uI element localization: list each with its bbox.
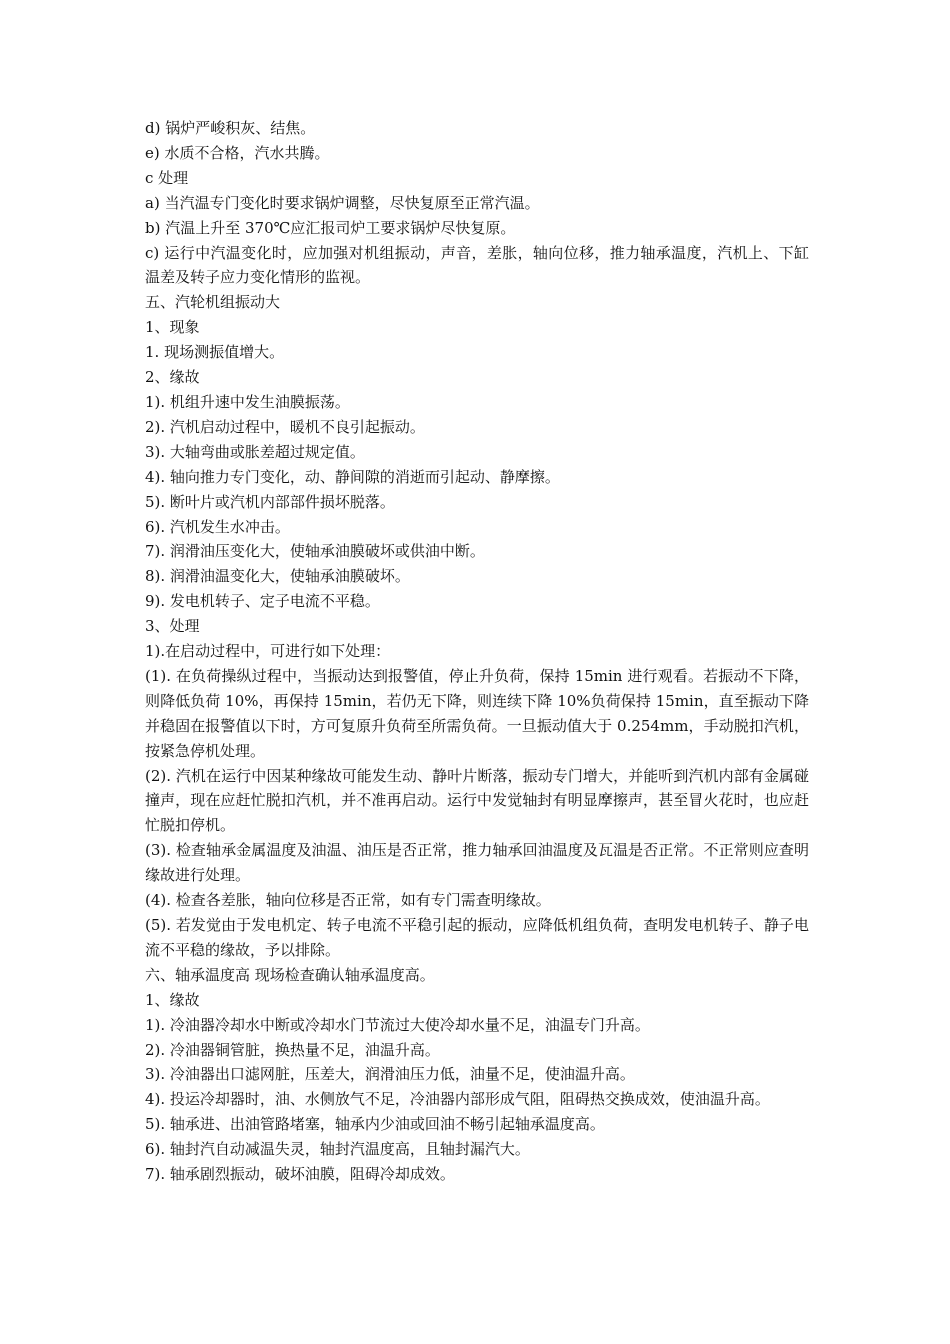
list-item: 1). 机组升速中发生油膜振荡。 — [145, 392, 350, 411]
text-paragraph: (3). 检查轴承金属温度及油温、油压是否正常，推力轴承回油温度及瓦温是否正常。不正常则应查明缘故进行处理。 — [145, 841, 809, 885]
subsection-heading: 1、缘故 — [145, 990, 200, 1009]
list-item: 4). 轴向推力专门变化，动、静间隙的消逝而引起动、静摩擦。 — [145, 467, 560, 486]
list-item: 5). 轴承进、出油管路堵塞，轴承内少油或回油不畅引起轴承温度高。 — [145, 1115, 605, 1134]
subsection-heading: 2、缘故 — [145, 368, 200, 387]
list-item: 9). 发电机转子、定子电流不平稳。 — [145, 592, 380, 611]
text-paragraph: c) 运行中汽温变化时，应加强对机组振动，声音，差胀，轴向位移，推力轴承温度，汽机上、下缸温差及转子应力变化情形的监视。 — [145, 243, 809, 287]
text-paragraph: (1). 在负荷操纵过程中，当振动达到报警值，停止升负荷，保持 15min 进行观看。若振动不下降，则降低负荷 10%，再保持 15min，若仍无下降，则连续下降 10%负荷保持 15min，直至振动下降并稳固在报警值以下时，方可复原升负荷至所需负荷。一旦振动值大于 0.254mm，手动脱扣汽机，按紧急停机处理。 — [145, 666, 809, 760]
section-heading: 五、汽轮机组振动大 — [145, 293, 281, 312]
list-item: 7). 轴承剧烈振动，破坏油膜，阻碍冷却成效。 — [145, 1165, 455, 1184]
section-heading: 六、轴承温度高 现场检查确认轴承温度高。 — [145, 965, 435, 984]
text-paragraph: (5). 若发觉由于发电机定、转子电流不平稳引起的振动，应降低机组负荷，查明发电机转子、静子电流不平稳的缘故，予以排除。 — [145, 916, 809, 959]
list-item: 6). 轴封汽自动减温失灵，轴封汽温度高，且轴封漏汽大。 — [145, 1140, 530, 1159]
document-body — [145, 116, 809, 1187]
text-line: 1. 现场测振值增大。 — [145, 343, 285, 362]
section-heading: c 处理 — [145, 168, 189, 187]
list-item: 4). 投运冷却器时，油、水侧放气不足，冷油器内部形成气阻，阻碍热交换成效，使油温升高。 — [145, 1090, 770, 1109]
list-item: 2). 汽机启动过程中，暖机不良引起振动。 — [145, 417, 425, 436]
text-line: 1).在启动过程中，可进行如下处理： — [145, 642, 391, 661]
list-item: 1). 冷油器冷却水中断或冷却水门节流过大使冷却水量不足，油温专门升高。 — [145, 1015, 650, 1034]
text-line: b) 汽温上升至 370℃应汇报司炉工要求锅炉尽快复原。 — [145, 218, 516, 237]
list-item: 7). 润滑油压变化大，使轴承油膜破坏或供油中断。 — [145, 542, 485, 561]
subsection-heading: 1、现象 — [145, 318, 200, 337]
text-paragraph: (2). 汽机在运行中因某种缘故可能发生动、静叶片断落，振动专门增大，并能听到汽机内部有金属碰撞声，现在应赶忙脱扣汽机，并不准再启动。运行中发觉轴封有明显摩擦声，甚至冒火花时，也应赶忙脱扣停机。 — [145, 766, 809, 835]
list-item: 3). 冷油器出口滤网脏，压差大，润滑油压力低，油量不足，使油温升高。 — [145, 1065, 635, 1084]
text-line: a) 当汽温专门变化时要求锅炉调整，尽快复原至正常汽温。 — [145, 193, 540, 212]
list-item: 2). 冷油器铜管脏，换热量不足，油温升高。 — [145, 1040, 440, 1059]
text-line: e) 水质不合格，汽水共腾。 — [145, 143, 330, 162]
list-item: 3). 大轴弯曲或胀差超过规定值。 — [145, 442, 365, 461]
text-line: d) 锅炉严峻积灰、结焦。 — [145, 119, 316, 137]
text-line: (4). 检查各差胀，轴向位移是否正常，如有专门需查明缘故。 — [145, 891, 551, 910]
list-item: 8). 润滑油温变化大，使轴承油膜破坏。 — [145, 567, 410, 586]
list-item: 5). 断叶片或汽机内部部件损坏脱落。 — [145, 492, 395, 511]
list-item: 6). 汽机发生水冲击。 — [145, 517, 290, 536]
subsection-heading: 3、处理 — [145, 617, 200, 636]
